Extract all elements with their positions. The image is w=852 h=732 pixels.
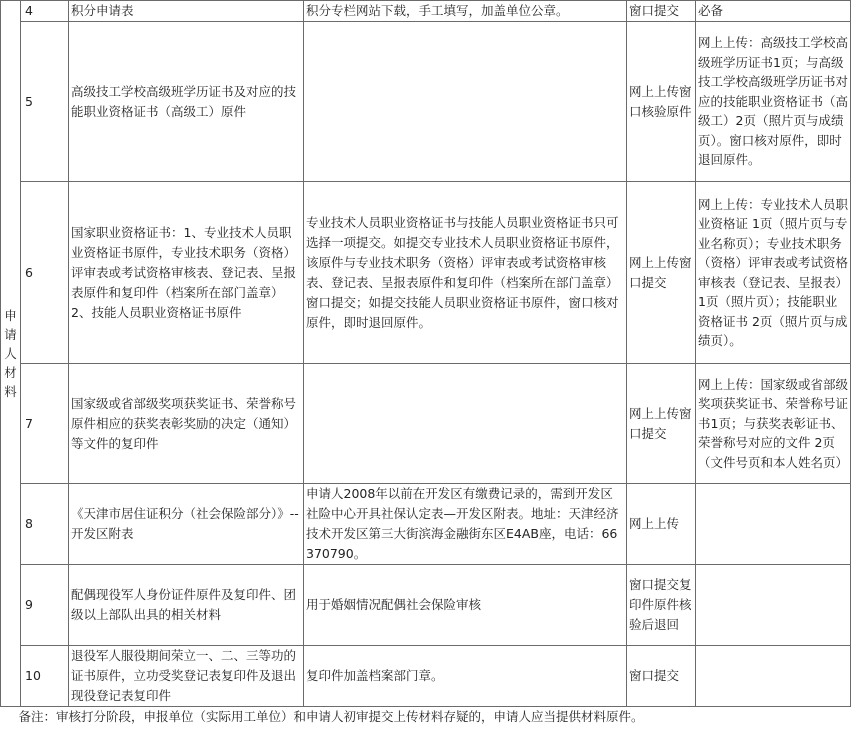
row-number: 10 (21, 646, 69, 707)
submission-method: 网上上传窗口提交 (627, 182, 696, 364)
material-name: 《天津市居住证积分（社会保险部分）》--开发区附表 (69, 484, 304, 565)
requirement (696, 646, 851, 707)
material-name: 高级技工学校高级班学历证书及对应的技能职业资格证书（高级工）原件 (69, 22, 304, 182)
material-notes (304, 364, 627, 484)
requirement (696, 484, 851, 565)
material-notes: 复印件加盖档案部门章。 (304, 646, 627, 707)
requirement: 必备 (696, 1, 851, 22)
table-row (1, 182, 851, 364)
submission-method: 网上上传 (627, 484, 696, 565)
category-char: 申 (4, 308, 17, 323)
material-name: 国家级或省部级奖项获奖证书、荣誉称号原件相应的获奖表彰奖励的决定（通知）等文件的复印件 (69, 364, 304, 484)
submission-method: 网上上传窗口提交 (627, 364, 696, 484)
footnote-row (1, 707, 851, 728)
table-row (1, 484, 851, 565)
category-char: 料 (4, 384, 17, 399)
submission-method: 窗口提交 (627, 646, 696, 707)
material-name: 配偶现役军人身份证件原件及复印件、团级以上部队出具的相关材料 (69, 565, 304, 646)
material-name: 积分申请表 (69, 1, 304, 22)
table-row (1, 22, 851, 182)
material-notes: 专业技术人员职业资格证书与技能人员职业资格证书只可选择一项提交。如提交专业技术人员职业资格证书原件，该原件与专业技术职务（资格）评审表或考试资格审核表、登记表、呈报表原件和复印件（档案所在部门盖章）窗口提交；如提交技能人员职业资格证书原件，窗口核对原件，即时退回原件。 (304, 182, 627, 364)
table-row (1, 646, 851, 707)
row-number: 8 (21, 484, 69, 565)
table-row (1, 565, 851, 646)
table-row (1, 1, 851, 22)
row-number: 6 (21, 182, 69, 364)
row-number: 9 (21, 565, 69, 646)
category-cell (1, 1, 21, 707)
submission-method: 网上上传窗口核验原件 (627, 22, 696, 182)
material-notes (304, 22, 627, 182)
row-number: 5 (21, 22, 69, 182)
submission-method: 窗口提交复印件原件核验后退回 (627, 565, 696, 646)
category-char: 材 (4, 365, 17, 380)
requirement: 网上上传：专业技术人员职业资格证 1页（照片页与专业名称页）；专业技术职务（资格）评审表或考试资格审核表（登记表、呈报表）1页（照片页）；技能职业资格证书 2页（照片页与成绩页）。 (696, 182, 851, 364)
material-name: 退役军人服役期间荣立一、二、三等功的证书原件，立功受奖登记表复印件及退出现役登记表复印件 (69, 646, 304, 707)
material-name: 国家职业资格证书：1、专业技术人员职业资格证书原件，专业技术职务（资格）评审表或考试资格审核表、登记表、呈报表原件和复印件（档案所在部门盖章）2、技能人员职业资格证书原件 (69, 182, 304, 364)
category-char: 请 (4, 327, 17, 342)
table-row (1, 364, 851, 484)
category-char: 人 (4, 346, 17, 361)
requirement: 网上上传：国家级或省部级奖项获奖证书、荣誉称号证书1页；与获奖表彰证书、荣誉称号对应的文件 2页（文件号页和本人姓名页） (696, 364, 851, 484)
footnote: 备注：审核打分阶段，申报单位（实际用工单位）和申请人初审提交上传材料存疑的，申请人应当提供材料原件。 (1, 707, 851, 728)
submission-method: 窗口提交 (627, 1, 696, 22)
row-number: 7 (21, 364, 69, 484)
material-notes: 积分专栏网站下载，手工填写，加盖单位公章。 (304, 1, 627, 22)
requirement: 网上上传：高级技工学校高级班学历证书1页；与高级技工学校高级班学历证书对应的技能职业资格证书（高级工）2页（照片页与成绩页）。窗口核对原件，即时退回原件。 (696, 22, 851, 182)
material-notes: 用于婚姻情况配偶社会保险审核 (304, 565, 627, 646)
material-notes: 申请人2008年以前在开发区有缴费记录的，需到开发区社险中心开具社保认定表—开发区附表。地址：天津经济技术开发区第三大街滨海金融街东区E4AB座，电话：66370790。 (304, 484, 627, 565)
row-number: 4 (21, 1, 69, 22)
requirement (696, 565, 851, 646)
